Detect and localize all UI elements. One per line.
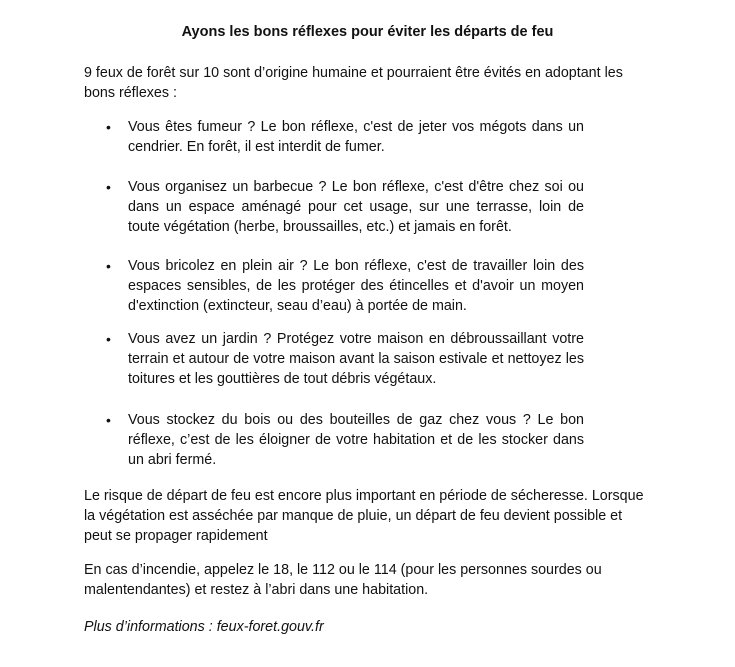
bullet-icon: • xyxy=(106,119,111,135)
list-item-text: Vous bricolez en plein air ? Le bon réflexe, c'est de travailler loin des espaces sensibles, de les protéger des étincelles et d'avoir un moyen d'extinction (extincteur, seau d’eau) à portée de main. xyxy=(128,258,584,314)
bullet-icon: • xyxy=(106,179,111,195)
list-item-text: Vous êtes fumeur ? Le bon réflexe, c'est de jeter vos mégots dans un cendrier. En forêt, il est interdit de fumer. xyxy=(128,119,584,155)
list-item-text: Vous stockez du bois ou des bouteilles de gaz chez vous ? Le bon réflexe, c’est de les éloigner de votre habitation et de les stocker dans un abri fermé. xyxy=(128,412,584,468)
bullet-icon: • xyxy=(106,331,111,347)
drought-risk-paragraph: Le risque de départ de feu est encore plus important en période de sécheresse. Lorsque la végétation est asséchée par manque de pluie, un départ de feu devient possible et peut se propager rapidement xyxy=(84,488,644,544)
bullet-icon: • xyxy=(106,258,111,274)
list-item-text: Vous organisez un barbecue ? Le bon réflexe, c'est d'être chez soi ou dans un espace aménagé pour cet usage, sur une terrasse, loin de toute végétation (herbe, broussailles, etc.) et jamais en forêt. xyxy=(128,179,584,235)
list-item-text: Vous avez un jardin ? Protégez votre maison en débroussaillant votre terrain et autour de votre maison avant la saison estivale et nettoyez les toitures et les gouttières de tout débris végétaux. xyxy=(128,331,584,387)
emergency-paragraph: En cas d’incendie, appelez le 18, le 112 ou le 114 (pour les personnes sourdes ou malentendantes) et restez à l’abri dans une habitation. xyxy=(84,562,602,598)
page-title: Ayons les bons réflexes pour éviter les départs de feu xyxy=(181,24,554,40)
intro-paragraph: 9 feux de forêt sur 10 sont d’origine humaine et pourraient être évités en adoptant les bons réflexes : xyxy=(84,65,623,101)
more-info-line: Plus d’informations : feux-foret.gouv.fr xyxy=(84,619,324,635)
bullet-icon: • xyxy=(106,412,111,428)
